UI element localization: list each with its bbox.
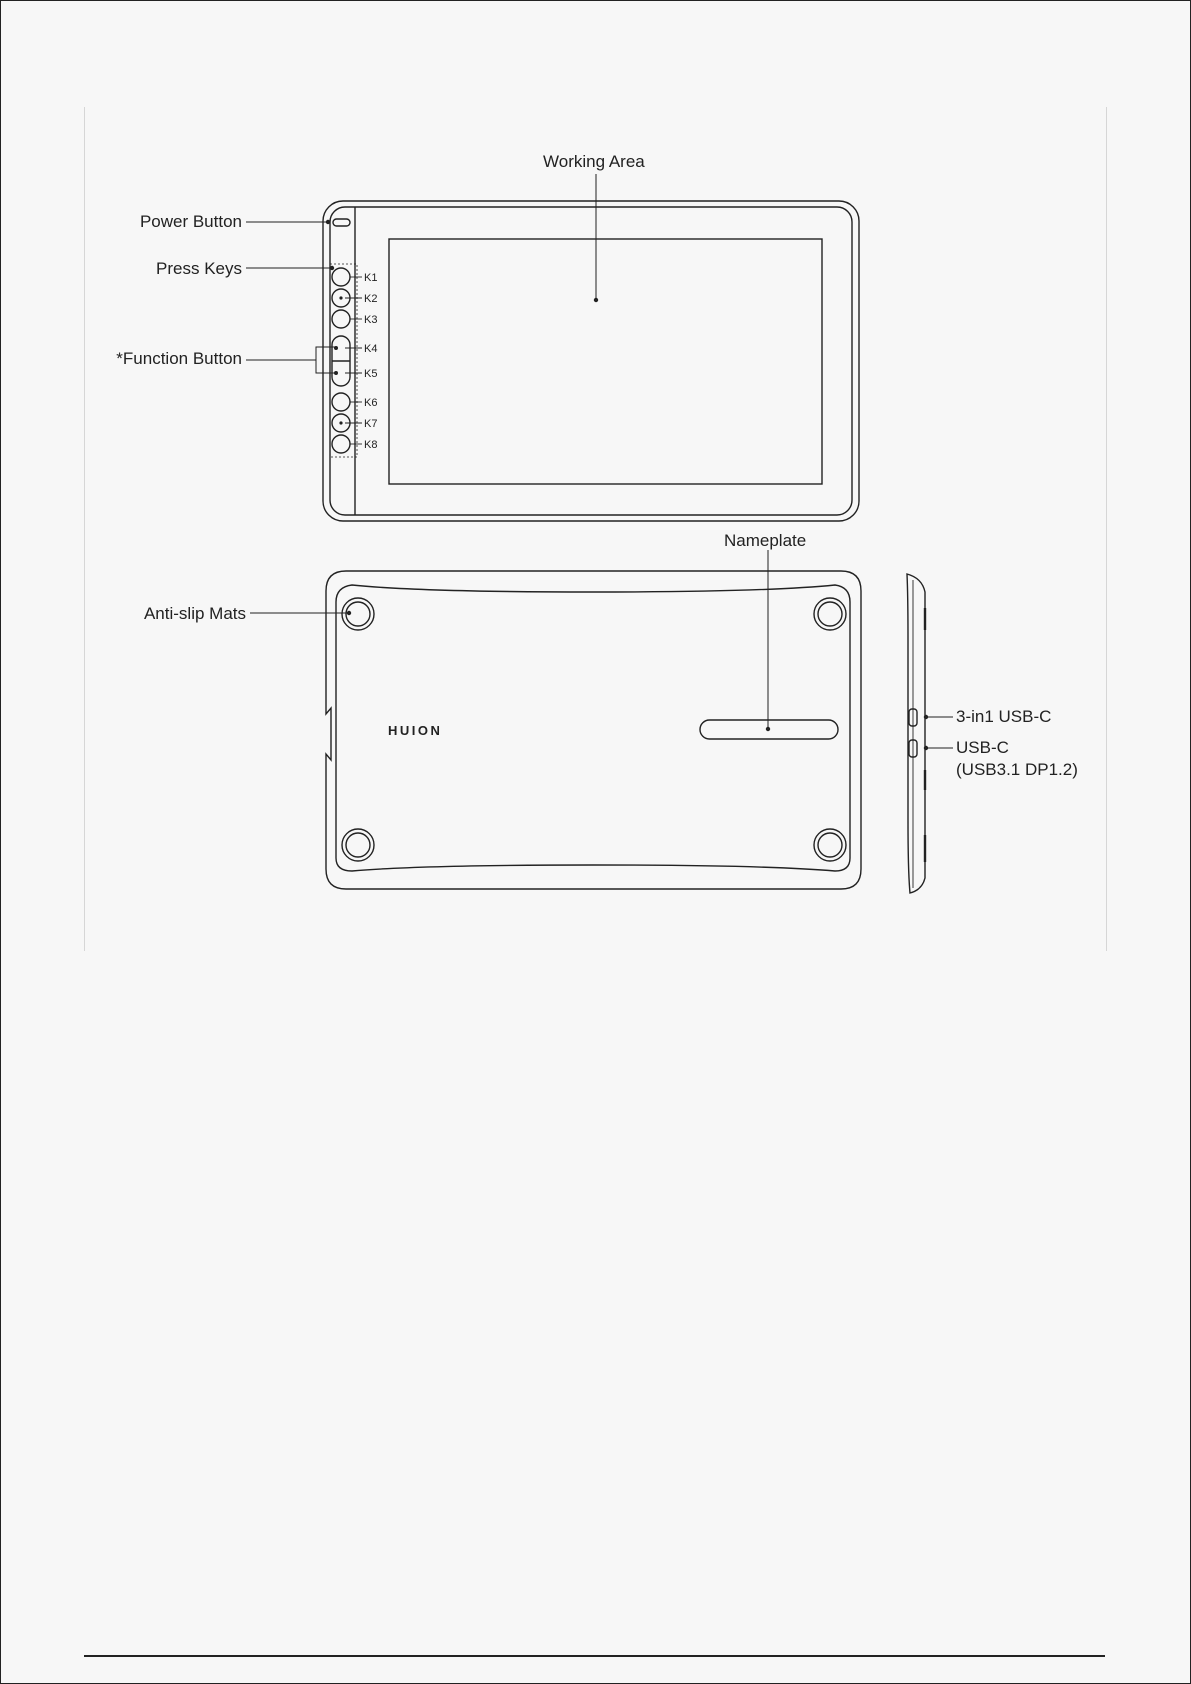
front-outer-body: [323, 201, 859, 521]
front-view: [246, 174, 859, 521]
key-label-k5: K5: [364, 368, 378, 380]
side-view: [907, 574, 953, 893]
key-label-k4: K4: [364, 343, 378, 355]
key-k8: [332, 435, 350, 453]
huion-logo: HUION: [388, 723, 443, 738]
nameplate-label: Nameplate: [724, 531, 807, 550]
back-view: [250, 550, 861, 889]
port-2-label-line1: USB-C: [956, 738, 1009, 757]
key-k6: [332, 393, 350, 411]
anti-slip-mat-top-left: [342, 598, 374, 630]
footer-rule: [84, 1655, 1105, 1657]
key-labels: [364, 272, 377, 451]
anti-slip-mat-bottom-right-inner: [818, 833, 842, 857]
key-k3: [332, 310, 350, 328]
key-label-k1: K1: [364, 272, 378, 284]
side-profile: [907, 574, 925, 893]
anti-slip-mat-top-right: [814, 598, 846, 630]
key-label-k3: K3: [364, 314, 378, 326]
working-area-screen: [389, 239, 822, 484]
power-button: [333, 219, 350, 226]
key-k1: [332, 268, 350, 286]
key-label-k2: K2: [364, 293, 378, 305]
press-keys-label: Press Keys: [156, 259, 242, 278]
working-area-label: Working Area: [543, 152, 645, 171]
port-1-label: 3-in1 USB-C: [956, 707, 1052, 726]
front-inner-bezel: [330, 207, 852, 515]
key-label-k6: K6: [364, 397, 378, 409]
port-2-label-line2: (USB3.1 DP1.2): [956, 760, 1078, 779]
power-button-label: Power Button: [139, 212, 242, 231]
anti-slip-mats-label: Anti-slip Mats: [143, 604, 246, 623]
anti-slip-mat-top-right-inner: [818, 602, 842, 626]
key-label-k7: K7: [364, 418, 378, 430]
anti-slip-mat-bottom-right: [814, 829, 846, 861]
anti-slip-mat-bottom-left-inner: [346, 833, 370, 857]
leader-dots: [326, 220, 928, 750]
function-button-bracket: [316, 347, 337, 373]
function-button-label: *Function Button: [116, 349, 242, 368]
anti-slip-mat-bottom-left: [342, 829, 374, 861]
key-label-k8: K8: [364, 439, 378, 451]
